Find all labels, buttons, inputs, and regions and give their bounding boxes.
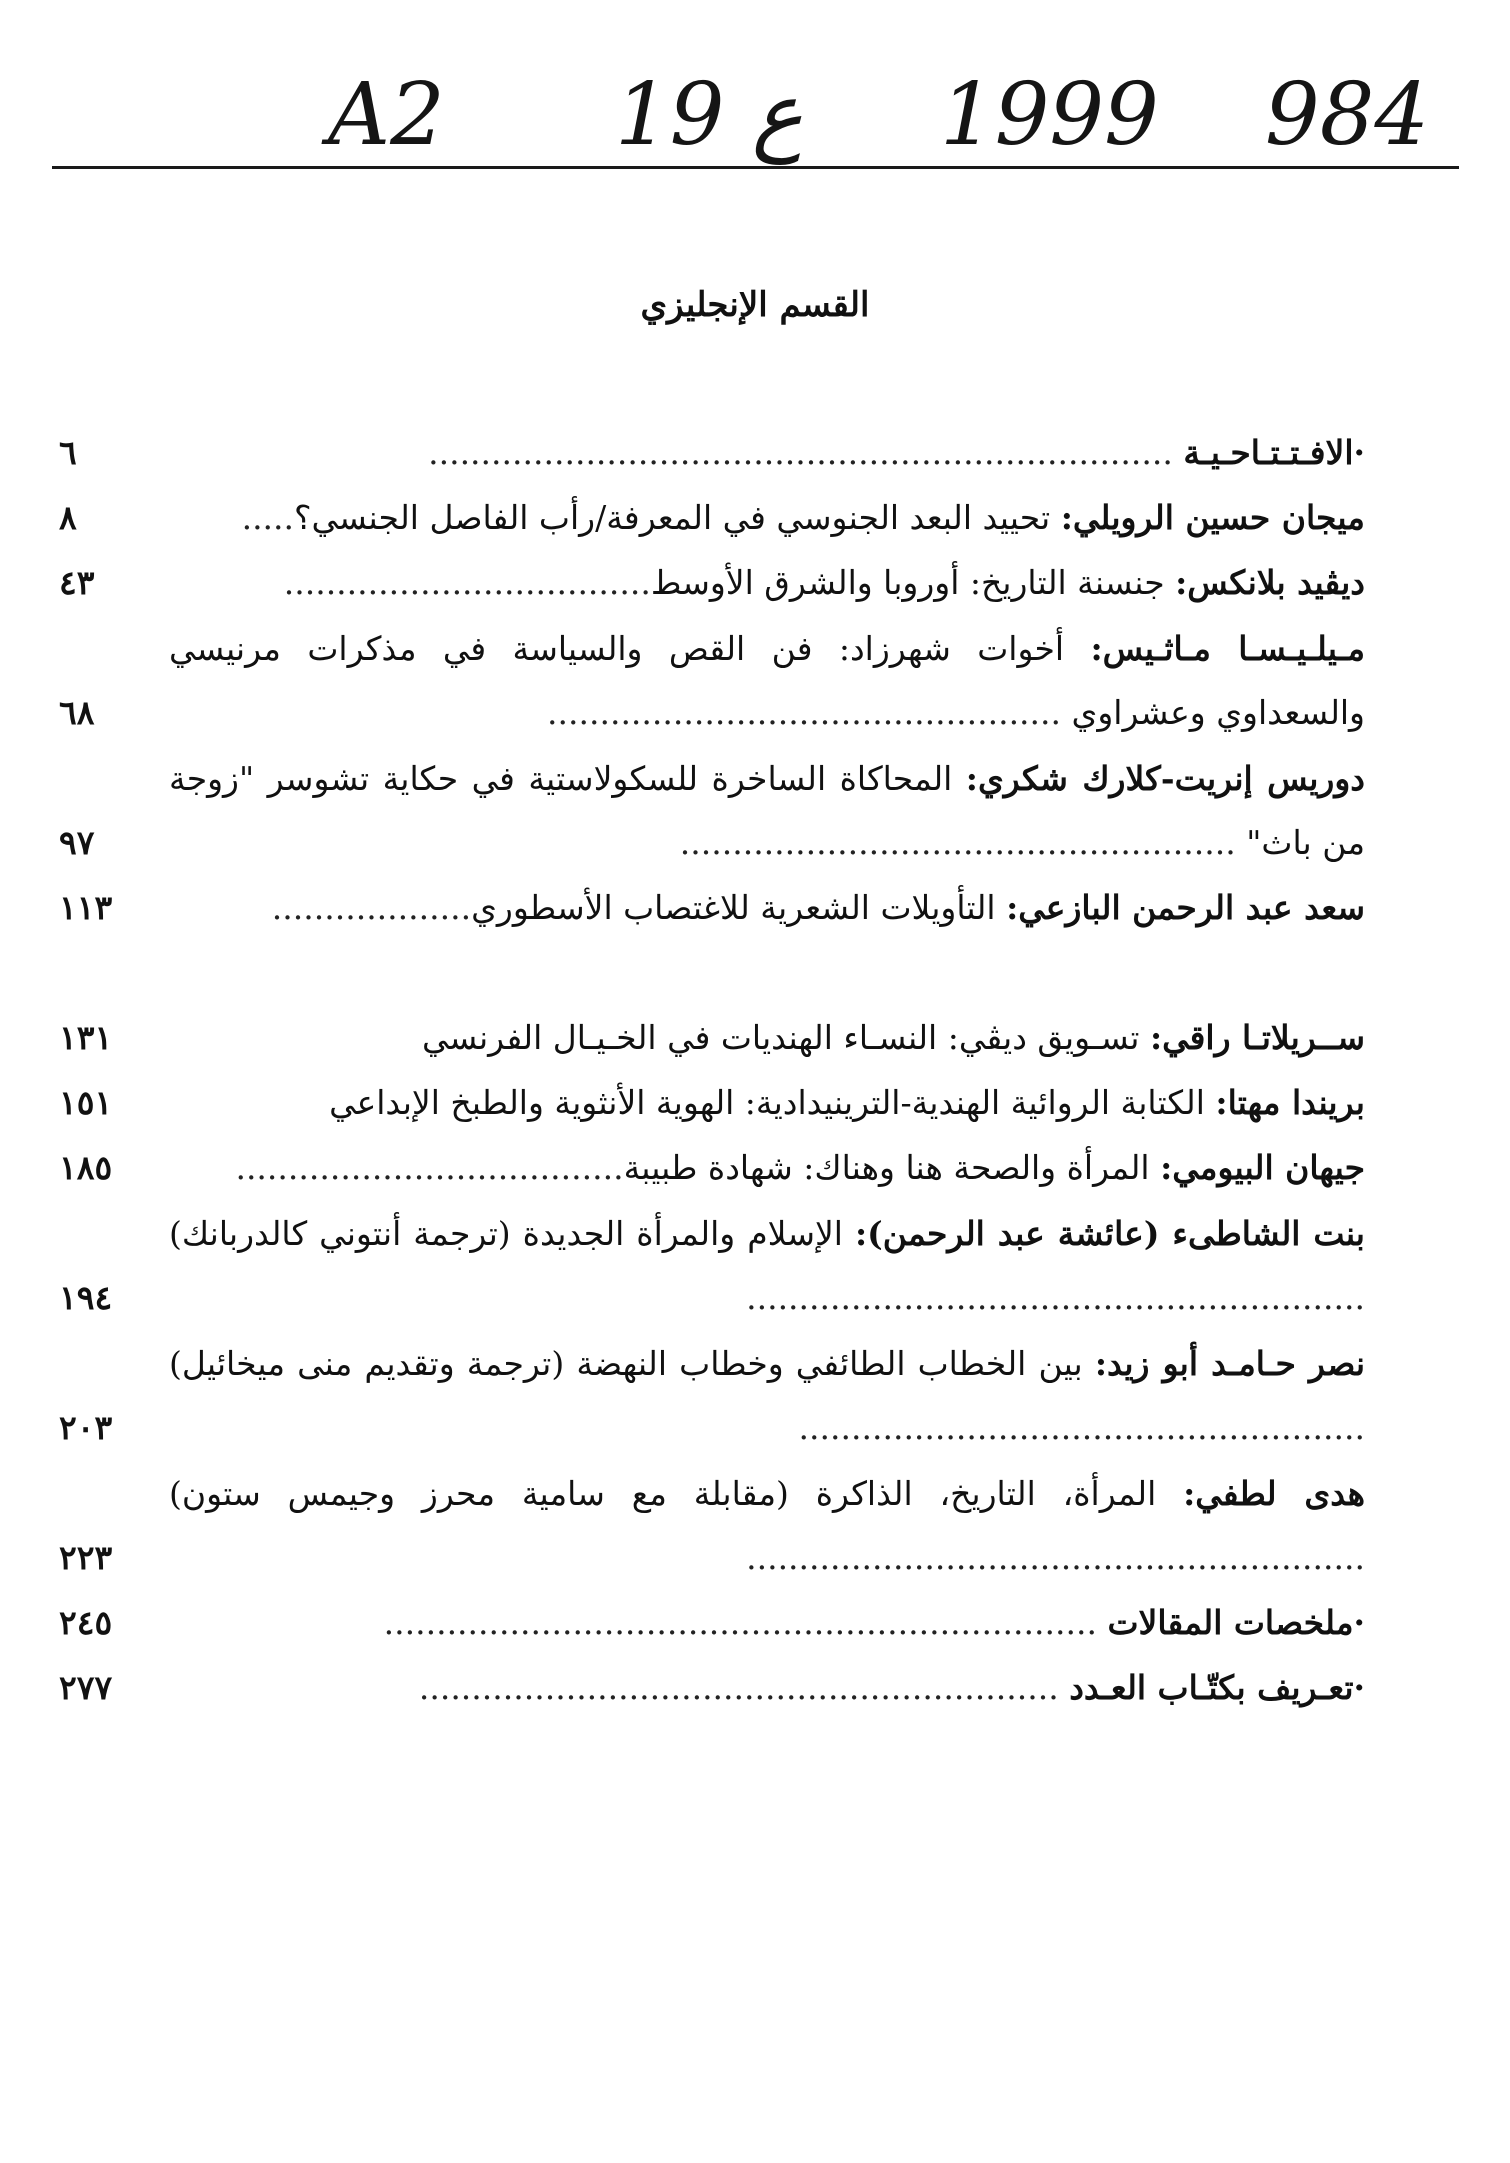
handwritten-year: 1999 <box>940 65 1159 165</box>
toc-entry-text <box>169 1656 1365 1720</box>
table-of-contents <box>55 420 1365 1840</box>
toc-title: جنسنة التاريخ: أوروبا والشرق الأوسط <box>650 563 1165 602</box>
toc-author: سعد عبد الرحمن البازعي: <box>1006 888 1365 927</box>
toc-title: المحاكاة الساخرة للسكولاستية في حكاية تشوسر "زوجة من باث" <box>169 759 1365 862</box>
toc-author: دوريس إنريت-كلارك شكري: <box>965 759 1365 798</box>
toc-entry <box>55 1070 1365 1135</box>
toc-entry <box>55 1460 1365 1590</box>
section-title: القسم الإنجليزي <box>640 285 870 325</box>
dot-leader: ........................................................... <box>746 1278 1365 1317</box>
toc-title: المرأة والصحة هنا وهناك: شهادة طبيبة <box>623 1148 1150 1187</box>
toc-title: بين الخطاب الطائفي وخطاب النهضة (ترجمة وتقديم منى ميخائيل) <box>169 1344 1083 1383</box>
toc-title: الكتابة الروائية الهندية-الترينيدادية: الهوية الأنثوية والطبخ الإبداعي <box>329 1083 1205 1122</box>
dot-leader: ..................................................... <box>679 823 1247 862</box>
toc-entry <box>55 745 1365 875</box>
handwritten-volume: 19 ع <box>615 65 804 165</box>
handwritten-number: 984 <box>1265 65 1430 165</box>
toc-entry <box>55 485 1365 550</box>
toc-entry <box>55 550 1365 615</box>
toc-entry-text <box>169 617 1365 745</box>
toc-page-number: ١١٣ <box>59 888 113 927</box>
toc-author: ·تعـريف بكتّـاب العـدد <box>1069 1668 1365 1707</box>
dot-leader: ................... <box>271 888 472 927</box>
toc-entry-text <box>169 1591 1365 1655</box>
toc-author: هدى لطفي: <box>1183 1474 1365 1513</box>
toc-page-number: ٢٠٣ <box>59 1408 113 1447</box>
dot-leader: ................................... <box>283 563 651 602</box>
dot-leader: ...................................................... <box>798 1408 1365 1447</box>
dot-leader: ..................................... <box>235 1148 624 1187</box>
toc-entry-text <box>169 747 1365 875</box>
toc-page-number: ١٥١ <box>59 1083 113 1122</box>
toc-page-number: ١٨٥ <box>59 1148 113 1187</box>
toc-entry-text <box>169 421 1365 485</box>
toc-entry <box>55 1200 1365 1330</box>
toc-page-number: ٢٧٧ <box>59 1668 113 1707</box>
toc-author: ·الافـتـتـاحـيـة <box>1183 433 1365 472</box>
toc-page-number: ٦٨ <box>59 693 95 732</box>
dot-leader: ................................................. <box>547 693 1072 732</box>
toc-entry <box>55 875 1365 940</box>
dot-leader: ....................................................................... <box>428 433 1173 472</box>
toc-author: بريندا مهتا: <box>1215 1083 1365 1122</box>
toc-author: مـيلـيـسـا مـاثـيس: <box>1090 629 1365 668</box>
toc-title: المرأة، التاريخ، الذاكرة (مقابلة مع سامية محرز وجيمس ستون) <box>169 1474 1157 1513</box>
toc-page-number: ٩٧ <box>59 823 95 862</box>
toc-author: ســريلاتـا راقي: <box>1149 1018 1365 1057</box>
toc-author: ·ملخصات المقالات <box>1107 1603 1365 1642</box>
toc-title: أخوات شهرزاد: فن القص والسياسة في مذكرات مرنيسي والسعداوي وعشراوي <box>169 629 1365 732</box>
toc-entry <box>55 1135 1365 1200</box>
toc-entry <box>55 1330 1365 1460</box>
toc-entry-text <box>169 1071 1365 1135</box>
handwritten-code-a2: A2 <box>328 65 445 165</box>
toc-entry <box>55 940 1365 1070</box>
toc-page-number: ٢٤٥ <box>59 1603 113 1642</box>
dot-leader: ..... <box>241 498 295 537</box>
toc-entry-text <box>169 1462 1365 1590</box>
toc-title: الإسلام والمرأة الجديدة (ترجمة أنتوني كالدربانك) <box>169 1214 843 1253</box>
toc-author: جيهان البيومي: <box>1160 1148 1365 1187</box>
toc-title: التأويلات الشعرية للاغتصاب الأسطوري <box>471 888 996 927</box>
dot-leader: .................................................................... <box>383 1603 1097 1642</box>
toc-entry <box>55 615 1365 745</box>
toc-entry-text <box>169 551 1365 615</box>
toc-page-number: ١٣١ <box>59 1018 113 1057</box>
toc-page-number: ٦ <box>59 433 77 472</box>
toc-author: بنت الشاطىء (عائشة عبد الرحمن): <box>854 1214 1365 1253</box>
handwritten-header <box>300 55 1450 175</box>
toc-entry <box>55 1655 1365 1720</box>
toc-entry <box>55 420 1365 485</box>
toc-page-number: ١٩٤ <box>59 1278 113 1317</box>
header-divider <box>52 166 1459 169</box>
toc-title: تحييد البعد الجنوسي في المعرفة/رأب الفاصل الجنسي؟ <box>294 498 1051 537</box>
toc-page-number: ٢٢٣ <box>59 1538 113 1577</box>
dot-leader: ............................................................. <box>418 1668 1059 1707</box>
toc-page-number: ٤٣ <box>59 563 95 602</box>
toc-title: تسـويق ديڤي: النسـاء الهنديات في الخـيـال الفرنسي <box>422 1018 1140 1057</box>
toc-entry-text <box>169 1202 1365 1330</box>
toc-entry-text <box>169 876 1365 940</box>
toc-entry-text <box>169 1006 1365 1070</box>
toc-entry-text <box>169 486 1365 550</box>
toc-entry-text <box>169 1332 1365 1460</box>
toc-author: ميجان حسين الرويلي: <box>1060 498 1365 537</box>
toc-page-number: ٨ <box>59 498 77 537</box>
toc-author: ديڤيد بلانكس: <box>1175 563 1365 602</box>
toc-author: نصر حـامـد أبو زيد: <box>1094 1344 1365 1383</box>
toc-entry-text <box>169 1136 1365 1200</box>
dot-leader: ........................................................... <box>746 1538 1365 1577</box>
toc-entry <box>55 1590 1365 1655</box>
